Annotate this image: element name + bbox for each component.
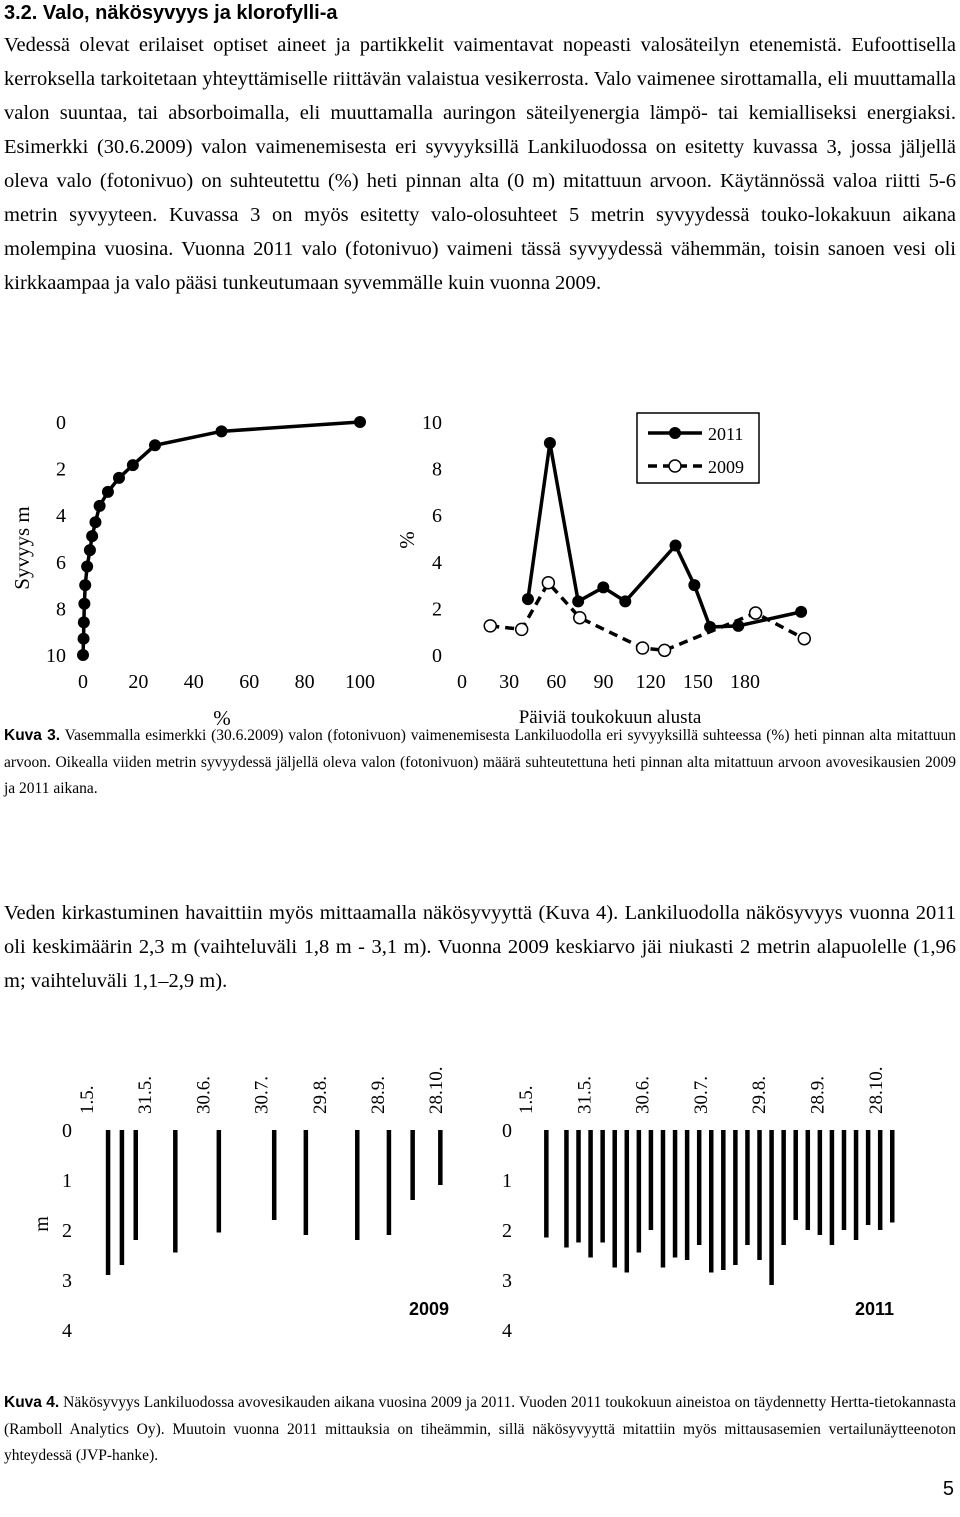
data-point — [84, 544, 96, 556]
x-tick-label: 60 — [546, 671, 567, 693]
secchi-bar — [355, 1130, 360, 1240]
secchi-bar — [781, 1130, 786, 1245]
secchi-paragraph: Veden kirkastuminen havaittiin myös mittaamalla näkösyvyyttä (Kuva 4). Lankiluodolla näkösyvyys vuonna 2011 oli keskimäärin 2,3 m (vaihteluväli 1,8 m - 3,1 m). Vuonna 2009 keskiarvo jäi niukasti 2 metrin alapuolelle (1,96 m; vaihteluväli 1,1–2,9 m). — [4, 902, 956, 992]
x-tick-label: 180 — [730, 671, 760, 693]
data-point — [78, 616, 90, 628]
secchi-bar — [818, 1130, 823, 1235]
secchi-bar — [721, 1130, 726, 1270]
secchi-bar — [878, 1130, 883, 1230]
x-tick-label: 20 — [128, 671, 149, 693]
figure-3-text: Vasemmalla esimerkki (30.6.2009) valon (fotonivuon) vaimenemisesta Lankiluodolla eri syvyyksillä suhteessa (%) heti pinnan alta mitattuun arvoon. Oikealla viiden metrin syvyydessä jäljellä oleva valon (fotonivuon) määrä suhteutettuna heti pinnan alta mitattuun arvoon avovesikausien 2009 ja 2011 aikana. — [4, 727, 956, 797]
x-tick-label: 90 — [593, 671, 614, 693]
secchi-bar — [769, 1130, 774, 1285]
secchi-bar — [600, 1130, 605, 1243]
secchi-bar — [854, 1130, 859, 1240]
legend-marker-2011 — [669, 427, 681, 439]
secchi-bar — [438, 1130, 443, 1185]
x-axis-label: % — [213, 706, 231, 730]
y-axis-label: % — [395, 531, 419, 549]
secchi-bar — [410, 1130, 415, 1200]
secchi-bar — [709, 1130, 714, 1273]
data-point-2009 — [484, 620, 496, 632]
y-tick-label: 2 — [62, 1220, 72, 1242]
secchi-bar — [544, 1130, 549, 1238]
secchi-bar — [637, 1130, 642, 1253]
figure-4-label: Kuva 4. — [4, 1394, 60, 1411]
y-axis-label: m — [31, 1216, 53, 1232]
data-point — [149, 439, 161, 451]
chart-title-2011: 2011 — [854, 1299, 894, 1319]
secchi-bar — [745, 1130, 750, 1245]
data-point — [94, 500, 106, 512]
light-5m-chart — [395, 412, 810, 728]
figure-3-label: Kuva 3. — [4, 727, 61, 744]
y-tick-label: 0 — [56, 412, 66, 434]
data-point-2009 — [637, 642, 649, 654]
date-label: 30.7. — [690, 1076, 712, 1114]
secchi-bar — [793, 1130, 798, 1220]
data-point — [102, 486, 114, 498]
secchi-bar — [697, 1130, 702, 1245]
x-tick-label: 30 — [499, 671, 520, 693]
data-point-2011 — [619, 595, 631, 607]
secchi-bar — [649, 1130, 654, 1230]
data-point-2009 — [750, 607, 762, 619]
date-label: 28.9. — [807, 1076, 829, 1114]
date-label: 28.9. — [368, 1076, 389, 1114]
data-point — [354, 416, 366, 428]
date-label: 30.6. — [193, 1076, 215, 1114]
secchi-bar — [134, 1130, 139, 1240]
data-point — [127, 459, 139, 471]
y-tick-label: 0 — [502, 1120, 512, 1142]
intro-paragraph: Vedessä olevat erilaiset optiset aineet ja partikkelit vaimentavat nopeasti valosäteilyn etenemistä. Eufoottisella kerroksella tarkoitetaan yhteyttämiselle riittävän valaistua vesikerrosta. Valo vaimenee sirottamalla, eli muuttamalla valon suuntaa, tai absorboimalla, eli muuttamalla auringon säteilyenergia lämpö- tai kemialliseksi energiaksi. Esimerkki (30.6.2009) valon vaimenemisesta eri syvyyksillä Lankiluodossa on esitetty kuvassa 3, jossa jäljellä oleva valo (fotonivuo) on suhteutettu (%) heti pinnan alta (0 m) mitattuun arvoon. Käytännössä valoa riitti 5-6 metrin syvyyteen. Kuvassa 3 on myös esitetty valo-olosuhteet 5 metrin syvyydessä touko-lokakuun aikana molempina vuosina. Vuonna 2011 valo (fotonivuo) vaimeni tässä syvyydessä vähemmän, toisin sanoen vesi oli kirkkaampaa ja valo pääsi tunkeutumaan syvemmälle kuin vuonna 2009. — [4, 34, 956, 294]
secchi-bar — [576, 1130, 581, 1243]
y-tick-label: 2 — [56, 458, 66, 481]
y-tick-label: 4 — [502, 1320, 512, 1342]
data-point-2011 — [670, 539, 682, 551]
y-tick-label: 4 — [432, 551, 442, 574]
y-tick-label: 2 — [432, 598, 442, 621]
secchi-bar — [625, 1130, 630, 1273]
secchi-2009-chart — [31, 1067, 449, 1343]
y-tick-label: 4 — [62, 1320, 72, 1342]
chart-title-2009: 2009 — [408, 1299, 449, 1319]
y-tick-label: 3 — [62, 1270, 72, 1292]
date-label: 29.8. — [749, 1076, 771, 1114]
y-tick-label: 0 — [432, 645, 442, 667]
secchi-bar — [757, 1130, 762, 1260]
data-point-2011 — [597, 581, 609, 593]
x-tick-label: 120 — [635, 671, 666, 693]
secchi-bar — [272, 1130, 277, 1220]
date-label: 30.7. — [251, 1076, 273, 1114]
y-axis-label: Syvyys m — [10, 506, 34, 590]
data-point-2009 — [574, 612, 586, 624]
figure-3-caption — [4, 723, 956, 803]
y-tick-label: 6 — [56, 551, 66, 574]
legend-marker-2009 — [669, 460, 681, 472]
series-line — [83, 422, 360, 655]
secchi-bar — [673, 1130, 678, 1258]
secchi-bar — [661, 1130, 666, 1268]
data-point-2009 — [542, 577, 554, 589]
figure-4-caption — [4, 1390, 956, 1470]
x-tick-label: 40 — [183, 671, 204, 693]
x-tick-label: 80 — [294, 671, 315, 693]
secchi-bar — [120, 1130, 125, 1265]
secchi-bar — [387, 1130, 392, 1235]
data-point — [113, 472, 125, 484]
data-point — [81, 560, 93, 572]
data-point — [89, 516, 101, 528]
date-label: 29.8. — [309, 1076, 331, 1114]
figure-4-text: Näkösyvyys Lankiluodossa avovesikauden aikana vuosina 2009 ja 2011. Vuoden 2011 toukokuun aineistoa on täydennetty Hertta-tietokannasta (Ramboll Analytics Oy). Muutoin vuonna 2011 mittauksia on tiheämmin, sillä näkösyvyyttä mitattiin myös mittausasemien vertailunäytteenoton yhteydessä (JVP-hanke). — [4, 1394, 956, 1464]
date-label: 28.10. — [865, 1066, 887, 1114]
x-tick-label: 0 — [78, 671, 88, 693]
data-point-2011 — [688, 579, 700, 591]
secchi-bar — [842, 1130, 847, 1230]
data-point-2009 — [659, 644, 671, 656]
date-label: 1.5. — [77, 1085, 98, 1114]
data-point-2011 — [572, 595, 584, 607]
secchi-bar — [733, 1130, 738, 1265]
data-point — [78, 633, 90, 645]
data-point-2011 — [795, 606, 807, 618]
x-tick-label: 60 — [239, 671, 260, 693]
y-tick-label: 0 — [62, 1120, 72, 1142]
y-tick-label: 4 — [56, 505, 66, 528]
date-label: 28.10. — [426, 1066, 448, 1114]
x-tick-label: 150 — [682, 671, 713, 693]
data-point-2011 — [522, 593, 534, 605]
secchi-bar — [173, 1130, 178, 1253]
secchi-bar — [830, 1130, 835, 1245]
data-point — [78, 598, 90, 610]
secchi-bar — [890, 1130, 895, 1223]
y-tick-label: 8 — [56, 598, 66, 621]
data-point-2009 — [798, 633, 810, 645]
data-point — [77, 649, 89, 661]
secchi-bar — [106, 1130, 111, 1275]
data-point — [79, 579, 91, 591]
y-tick-label: 8 — [432, 458, 442, 481]
y-tick-label: 2 — [502, 1220, 512, 1242]
secchi-bar — [217, 1130, 222, 1233]
y-tick-label: 3 — [502, 1270, 512, 1292]
secchi-bar — [685, 1130, 690, 1260]
data-point — [86, 530, 98, 542]
depth-profile-chart — [10, 412, 375, 730]
data-point-2009 — [516, 623, 528, 635]
x-tick-label: 100 — [345, 671, 375, 693]
page-number: 5 — [942, 1478, 954, 1500]
secchi-bar — [588, 1130, 593, 1258]
date-label: 30.6. — [632, 1076, 654, 1114]
date-label: 31.5. — [574, 1076, 596, 1114]
y-tick-label: 6 — [432, 505, 442, 528]
secchi-bar — [612, 1130, 617, 1268]
y-tick-label: 1 — [62, 1170, 72, 1192]
secchi-bar — [806, 1130, 811, 1230]
y-tick-label: 10 — [422, 412, 442, 434]
x-axis-label: Päiviä toukokuun alusta — [518, 707, 702, 728]
secchi-2011-chart — [502, 1067, 895, 1343]
y-tick-label: 1 — [502, 1170, 512, 1192]
date-label: 1.5. — [516, 1085, 537, 1114]
data-point-2011 — [544, 437, 556, 449]
y-tick-label: 10 — [46, 645, 66, 667]
date-label: 31.5. — [135, 1076, 157, 1114]
section-heading: 3.2. Valo, näkösyvyys ja klorofylli-a — [4, 2, 338, 24]
x-tick-label: 0 — [457, 671, 467, 693]
legend-label-2011: 2011 — [708, 424, 744, 444]
secchi-bar — [304, 1130, 309, 1235]
data-point — [216, 425, 228, 437]
secchi-bar — [866, 1130, 871, 1225]
legend-label-2009: 2009 — [708, 457, 744, 477]
secchi-bar — [564, 1130, 569, 1248]
